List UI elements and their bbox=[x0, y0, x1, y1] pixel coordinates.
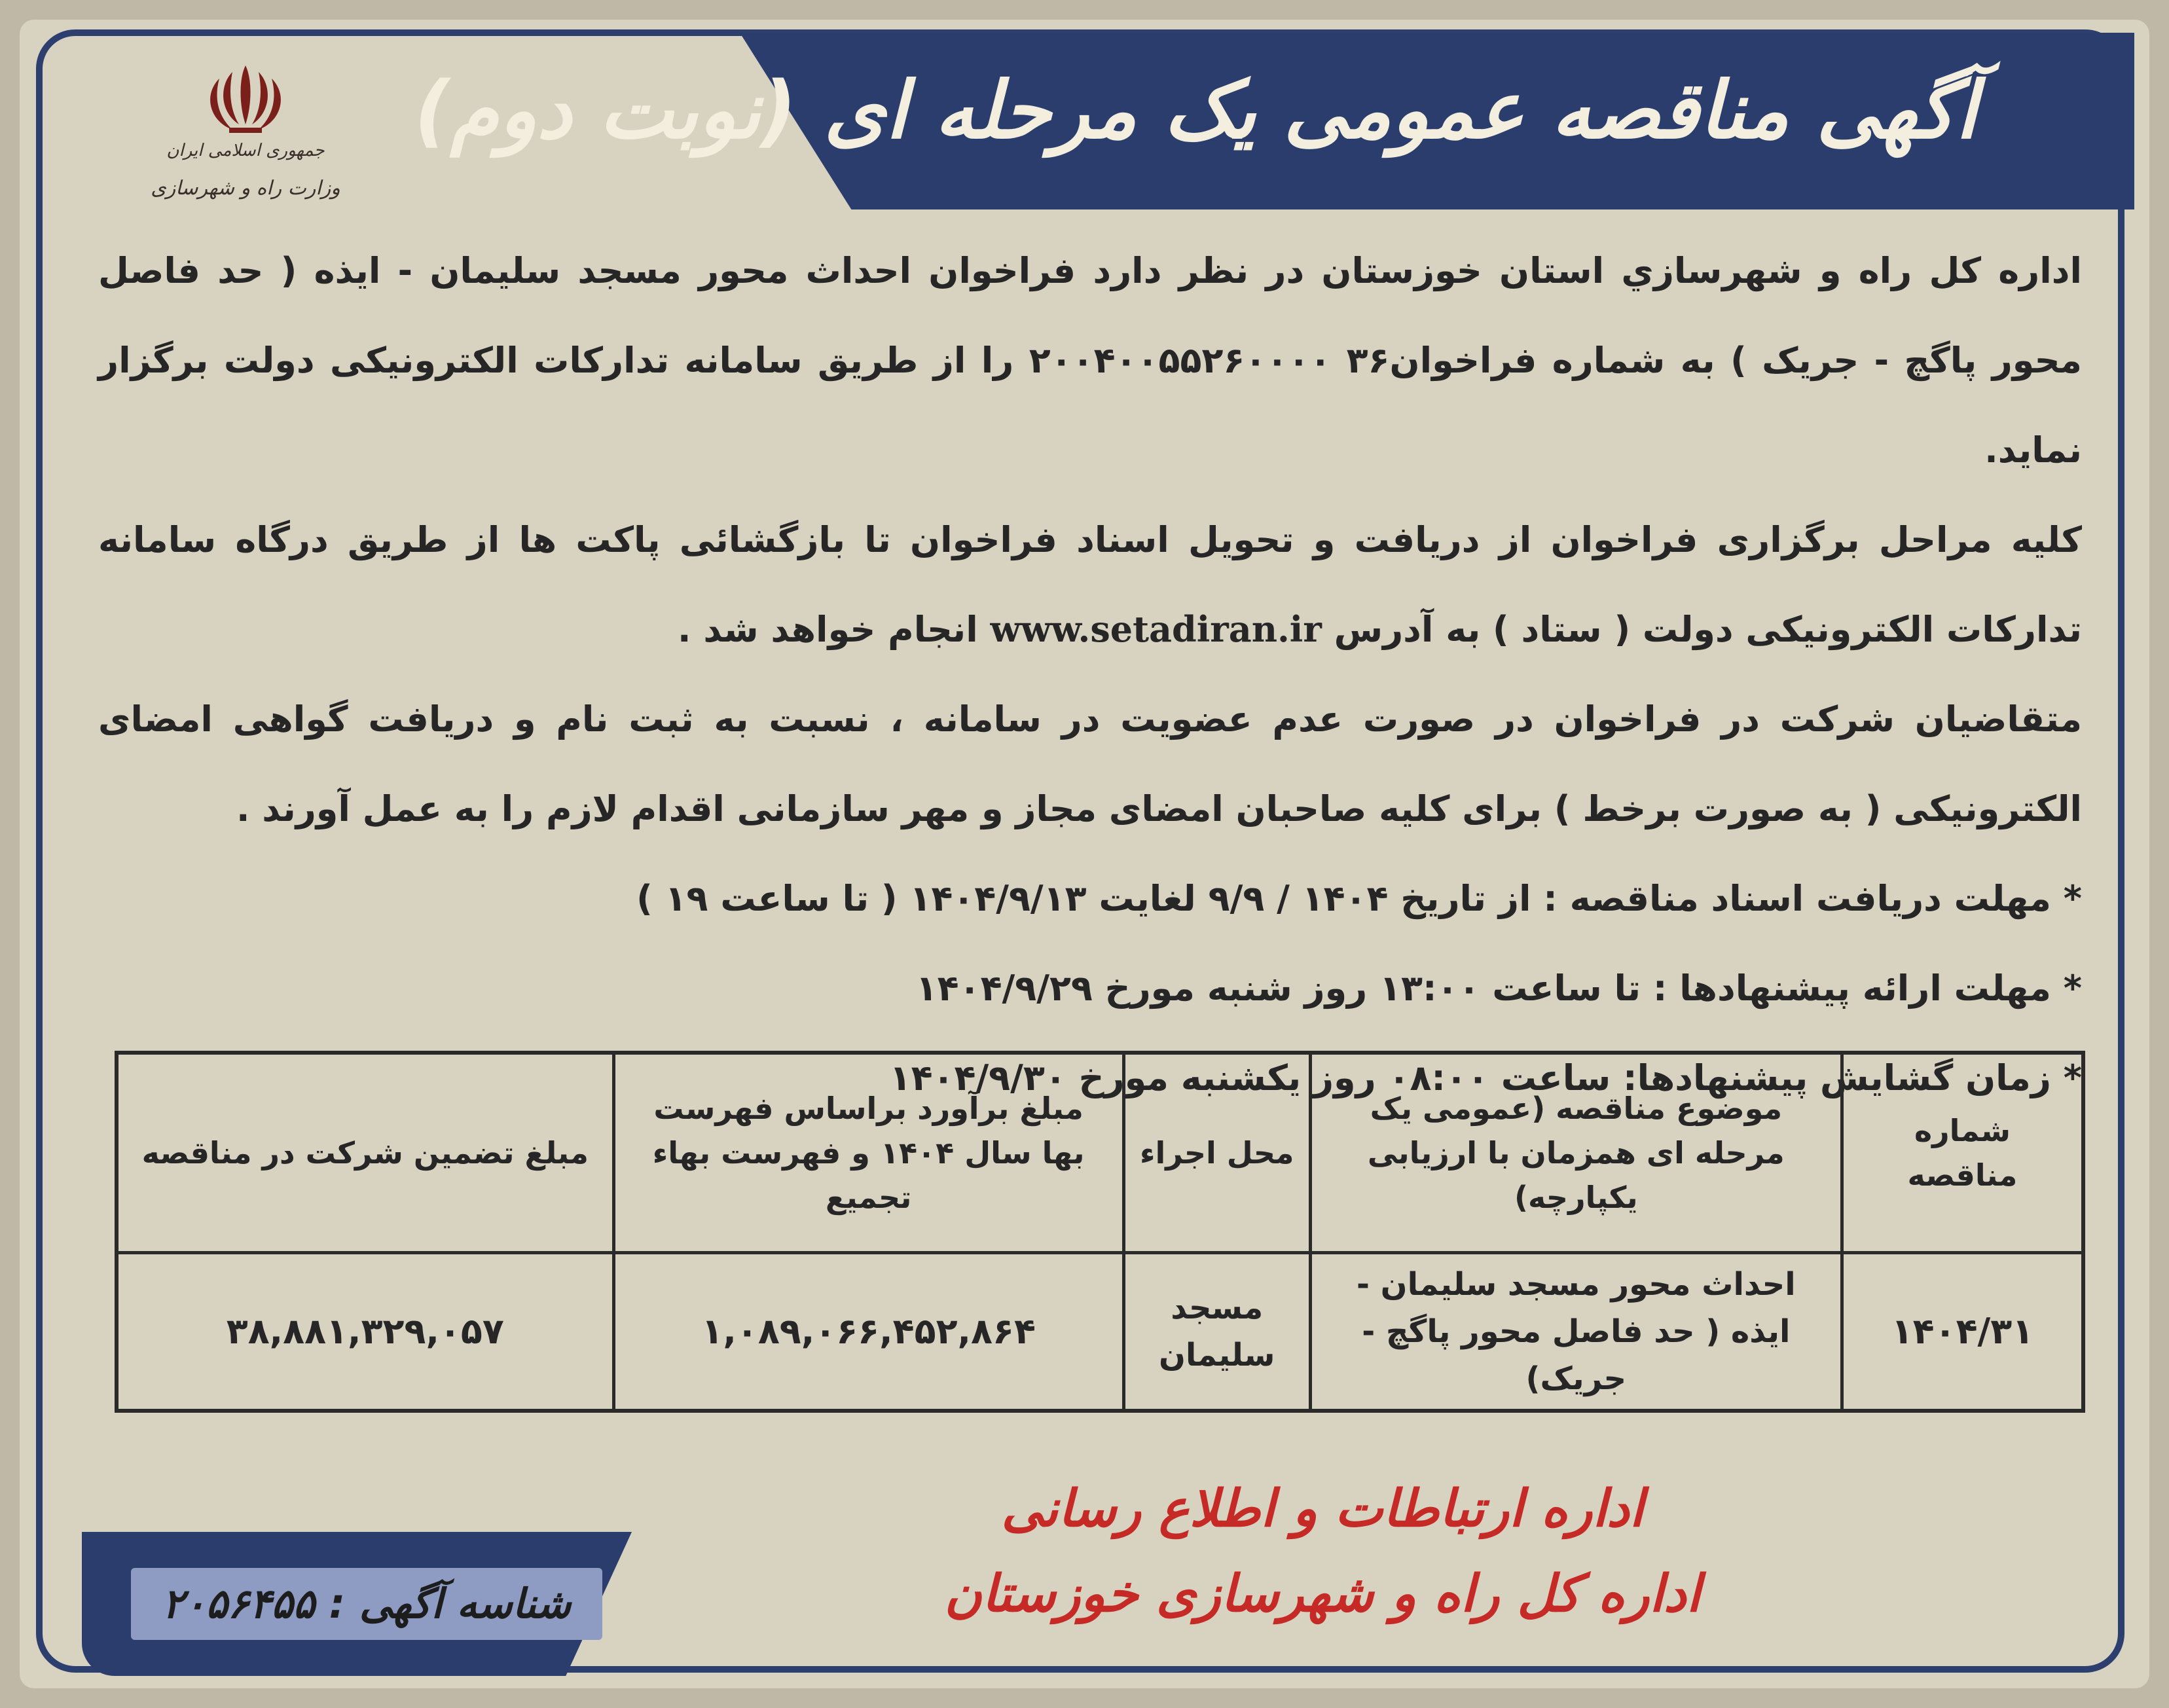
cell-tender-number: ۱۴۰۴/۳۱ bbox=[1842, 1253, 2083, 1411]
ad-id-value: ۲۰۵۶۴۵۵ bbox=[162, 1580, 315, 1627]
header-location: محل اجراء bbox=[1123, 1053, 1310, 1253]
paragraph-procedure-end: انجام خواهد شد . bbox=[678, 609, 978, 650]
ad-title: آگهی مناقصه عمومی یک مرحله ای (نوبت دوم) bbox=[414, 65, 1977, 156]
ad-body bbox=[98, 226, 2082, 1123]
table-row bbox=[117, 1253, 2083, 1411]
ad-id bbox=[131, 1568, 602, 1640]
cell-tender-subject: احداث محور مسجد سلیمان - ایذه ( حد فاصل محور پاگچ - جریک) bbox=[1310, 1253, 1842, 1411]
emblem-caption-country: جمهوری اسلامی ایران bbox=[166, 141, 325, 160]
tender-table bbox=[115, 1051, 2085, 1413]
ad-id-label: شناسه آگهی : bbox=[329, 1580, 572, 1627]
deadline-documents: * مهلت دریافت اسناد مناقصه : از تاریخ ۱۴۰۴ / ۹/۹ لغایت ۱۴۰۴/۹/۱۳ ( تا ساعت ۱۹ ) bbox=[636, 878, 2082, 919]
footer-organization bbox=[917, 1466, 1728, 1637]
header-tender-subject: موضوع مناقصه (عمومی یک مرحله ای همزمان با ارزیابی یکپارچه) bbox=[1310, 1053, 1842, 1253]
paragraph-procedure-text: کلیه مراحل برگزاری فراخوان از دریافت و تحویل اسناد فراخوان تا بازگشائی پاکت ها از طریق درگاه سامانه تدارکات الکترونیکی دولت ( ستاد ) به آدرس bbox=[98, 519, 2082, 650]
cell-estimate: ۱,۰۸۹,۰۶۶,۴۵۲,۸۶۴ bbox=[613, 1253, 1123, 1411]
paragraph-intro: اداره کل راه و شهرسازي استان خوزستان در نظر دارد فراخوان احداث محور مسجد سلیمان - ایذه ( حد فاصل محور پاگچ - جریک ) به شماره فراخوان۳۶ ۲۰۰۴۰۰۵۵۲۶۰۰۰۰ را از طریق سامانه تدارکات الکترونیکی دولت برگزار نماید. bbox=[98, 250, 2082, 471]
cell-guarantee: ۳۸,۸۸۱,۳۲۹,۰۵۷ bbox=[117, 1253, 613, 1411]
table-header-row bbox=[117, 1053, 2083, 1253]
paragraph-registration: متقاضیان شرکت در فراخوان در صورت عدم عضویت در سامانه ، نسبت به ثبت نام و دریافت گواهی امضای الکترونیکی ( به صورت برخط ) برای کلیه صاحبان امضای مجاز و مهر سازمانی اقدام لازم را به عمل آورند . bbox=[98, 699, 2082, 829]
deadline-proposals: * مهلت ارائه پیشنهادها : تا ساعت ۱۳:۰۰ روز شنبه مورخ ۱۴۰۴/۹/۲۹ bbox=[915, 968, 2082, 1009]
cell-location: مسجد سلیمان bbox=[1123, 1253, 1310, 1411]
header-guarantee: مبلغ تضمین شرکت در مناقصه bbox=[117, 1053, 613, 1253]
iran-emblem-icon bbox=[193, 59, 298, 137]
emblem-caption-ministry: وزارت راه و شهرسازی bbox=[151, 177, 340, 200]
footer-department: اداره ارتباطات و اطلاع رسانی bbox=[1001, 1480, 1644, 1538]
website-url: www.setadiran.ir bbox=[990, 608, 1322, 650]
paragraph-procedure bbox=[98, 495, 2082, 674]
footer-office: اداره کل راه و شهرسازی خوزستان bbox=[944, 1565, 1701, 1624]
opening-time: * زمان گشایش پیشنهادها: ساعت ۰۸:۰۰ روز یکشنبه مورخ ۱۴۰۴/۹/۳۰ bbox=[889, 1057, 2082, 1099]
emblem bbox=[115, 59, 376, 209]
header-estimate: مبلغ برآورد براساس فهرست بها سال ۱۴۰۴ و فهرست بهاء تجمیع bbox=[613, 1053, 1123, 1253]
header-tender-number: شماره مناقصه bbox=[1842, 1053, 2083, 1253]
